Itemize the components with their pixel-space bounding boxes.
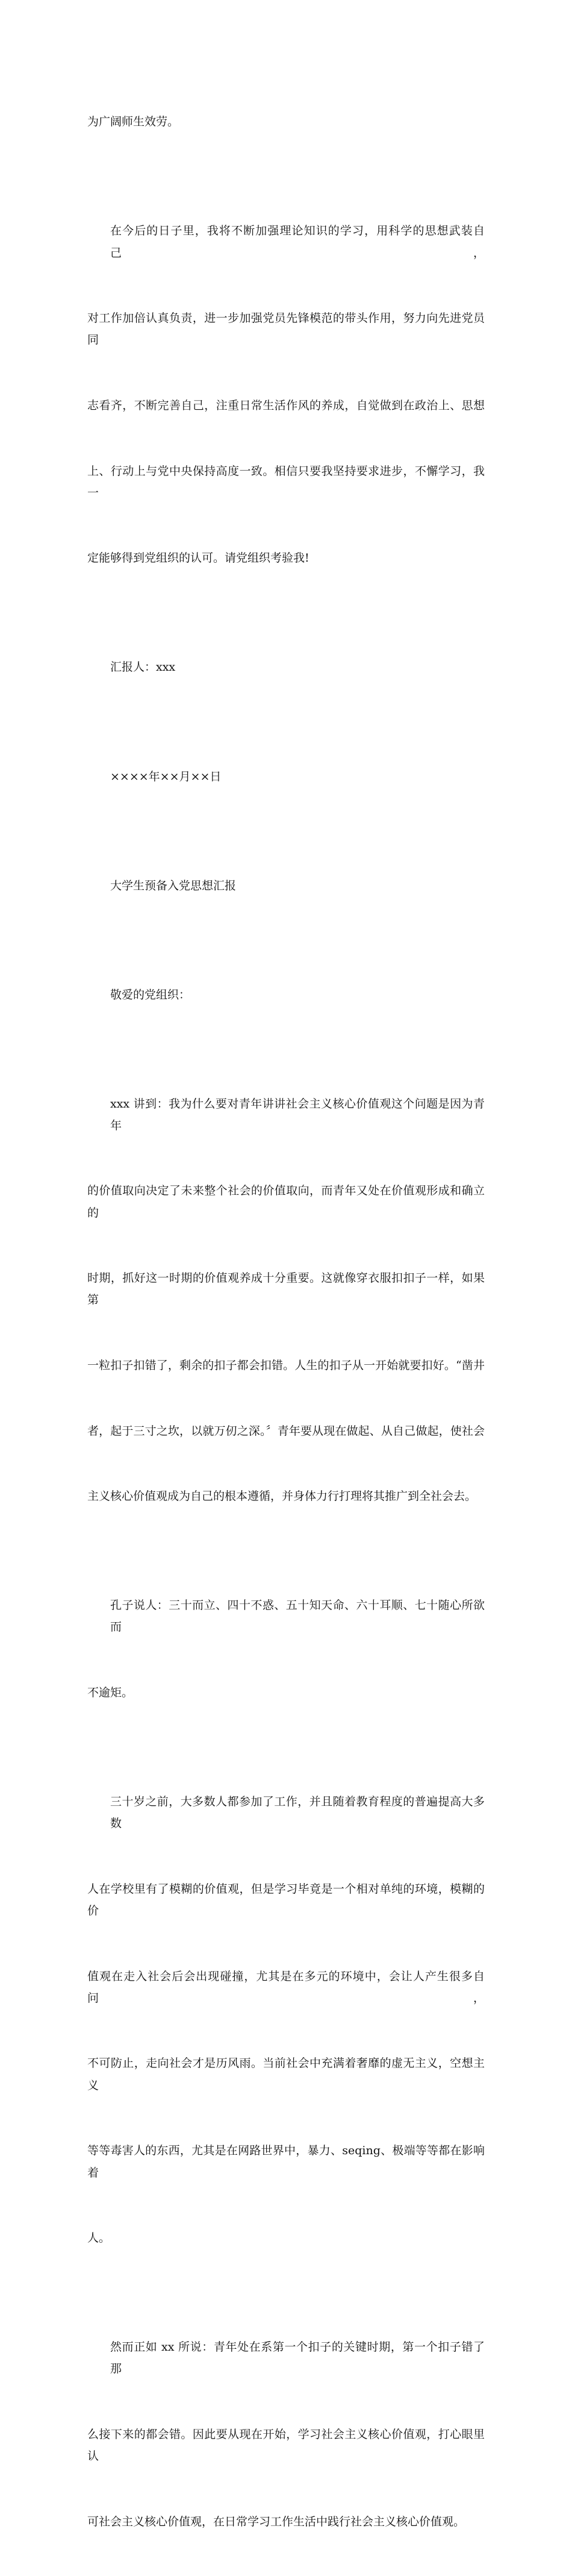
salutation-text: 敬爱的党组织： [110, 988, 191, 1001]
text-line: 定能够得到党组织的认可。请党组织考验我! [87, 551, 309, 565]
paragraph-continuation [87, 67, 485, 177]
text-line: 对工作加倍认真负责，进一步加强党员先锋模范的带头作用，努力向先进党员同 [87, 312, 485, 347]
text-line: 三十岁之前，大多数人都参加了工作，并且随着教育程度的普遍提高大多数 [110, 1795, 485, 1831]
text-line: 的价值取向决定了未来整个社会的价值取向，而青年又处在价值观形成和确立的 [87, 1184, 485, 1220]
reporter-name: 汇报人：xxx [110, 660, 176, 674]
paragraph-before-thirty [87, 1747, 485, 2293]
text-line: 等等毒害人的东西，尤其是在网路世界中，暴力、seqing、极端等等都在影响着 [87, 2144, 485, 2180]
text-line: 不逾矩。 [87, 1686, 134, 1700]
text-line: 可社会主义核心价值观，在日常学习工作生活中践行社会主义核心价值观。 [87, 2515, 465, 2528]
text-line: 孔子说人：三十而立、四十不惑、五十知天命、六十耳顺、七十随心所欲而 [110, 1599, 485, 1634]
text-line: 主义核心价值观成为自己的根本遵循，并身体力行打理将其推广到全社会去。 [87, 1490, 477, 1503]
text-line: 然而正如 xx 所说：青年处在系第一个扣子的关键时期，第一个扣子错了那 [110, 2340, 485, 2376]
salutation [87, 940, 485, 1049]
text-line: 志看齐，不断完善自己，注重日常生活作风的养成，自觉做到在政治上、思想 [87, 399, 485, 413]
text-line: 不可防止，走向社会才是历风雨。当前社会中充满着奢靡的虚无主义，空想主义 [87, 2057, 485, 2092]
paragraph-first-button [87, 2293, 485, 2576]
document-body [87, 67, 485, 2576]
report-date: ××××年××月××日 [110, 769, 222, 783]
paragraph-confucius [87, 1551, 485, 1747]
text-line: 人在学校里有了模糊的价值观，但是学习毕竟是一个相对单纯的环境，模糊的价 [87, 1882, 485, 1918]
text-line: 人。 [87, 2231, 111, 2245]
paragraph-core-values [87, 1049, 485, 1551]
reporter-line [87, 613, 485, 722]
report-title: 大学生预备入党思想汇报 [110, 879, 237, 892]
paragraph-future-commitment [87, 177, 485, 613]
text-line: 一粒扣子扣错了，剩余的扣子都会扣错。人生的扣子从一开始就要扣好。“凿井 [87, 1358, 485, 1372]
text-line: 为广阔师生效劳。 [87, 115, 179, 129]
text-line: xxx 讲到：我为什么要对青年讲讲社会主义核心价值观这个问题是因为青年 [110, 1097, 485, 1132]
section-title [87, 831, 485, 940]
text-line: 值观在走入社会后会出现碰撞，尤其是在多元的环境中，会让人产生很多自问， [87, 1969, 485, 2005]
date-line [87, 722, 485, 831]
text-line: 上、行动上与党中央保持高度一致。相信只要我坚持要求进步，不懈学习，我一 [87, 464, 485, 500]
text-line: 么接下来的都会错。因此要从现在开始，学习社会主义核心价值观，打心眼里认 [87, 2427, 485, 2463]
text-line: 在今后的日子里，我将不断加强理论知识的学习，用科学的思想武装自己， [110, 224, 485, 260]
text-line: 者，起于三寸之坎，以就万仞之深。〞青年要从现在做起、从自己做起，使社会 [87, 1424, 485, 1438]
text-line: 时期，抓好这一时期的价值观养成十分重要。这就像穿衣服扣扣子一样，如果第 [87, 1271, 485, 1307]
